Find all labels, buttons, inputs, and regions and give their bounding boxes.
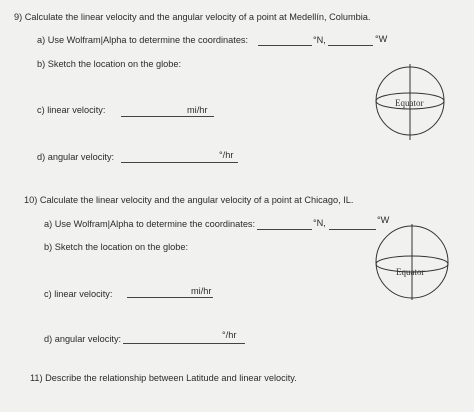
globe-sketch-chicago[interactable] (372, 222, 452, 302)
question-9a-longitude-blank[interactable] (328, 45, 373, 46)
question-9c-unit: mi/hr (187, 105, 208, 115)
question-9a-latitude-blank[interactable] (258, 45, 312, 46)
question-9d-answer-blank[interactable] (121, 162, 238, 163)
question-10a-longitude-blank[interactable] (329, 229, 376, 230)
question-10d-answer-blank[interactable] (123, 343, 245, 344)
question-9c-answer-blank[interactable] (121, 116, 214, 117)
question-9d-label: d) angular velocity: (37, 152, 115, 162)
question-9a-prompt: a) Use Wolfram|Alpha to determine the coordinates: (37, 35, 249, 45)
question-10c-label: c) linear velocity: (44, 289, 113, 299)
globe-equator-label: Equator (396, 267, 425, 277)
question-9c-label: c) linear velocity: (37, 105, 106, 115)
question-9a-longitude-unit: °W (375, 34, 388, 44)
question-10-title: 10) Calculate the linear velocity and the angular velocity of a point at Chicago, IL. (24, 195, 354, 205)
question-10c-unit: mi/hr (191, 286, 212, 296)
question-10b-prompt: b) Sketch the location on the globe: (44, 242, 189, 252)
question-9b-prompt: b) Sketch the location on the globe: (37, 59, 182, 69)
question-9-title: 9) Calculate the linear velocity and the angular velocity of a point at Medellín, Columbia. (14, 12, 371, 22)
question-9d-unit: °/hr (219, 150, 234, 160)
globe-sketch-medellin[interactable] (370, 62, 450, 142)
globe-equator-label: Equator (395, 98, 424, 108)
question-10a-latitude-unit: °N, (313, 218, 326, 228)
question-9a-latitude-unit: °N, (313, 35, 326, 45)
question-10a-longitude-unit: °W (377, 215, 390, 225)
question-11-title: 11) Describe the relationship between Latitude and linear velocity. (30, 373, 297, 383)
question-10d-label: d) angular velocity: (44, 334, 122, 344)
question-10a-latitude-blank[interactable] (257, 229, 312, 230)
question-10a-prompt: a) Use Wolfram|Alpha to determine the coordinates: (44, 219, 256, 229)
question-10c-answer-blank[interactable] (127, 297, 213, 298)
question-10d-unit: °/hr (222, 330, 237, 340)
